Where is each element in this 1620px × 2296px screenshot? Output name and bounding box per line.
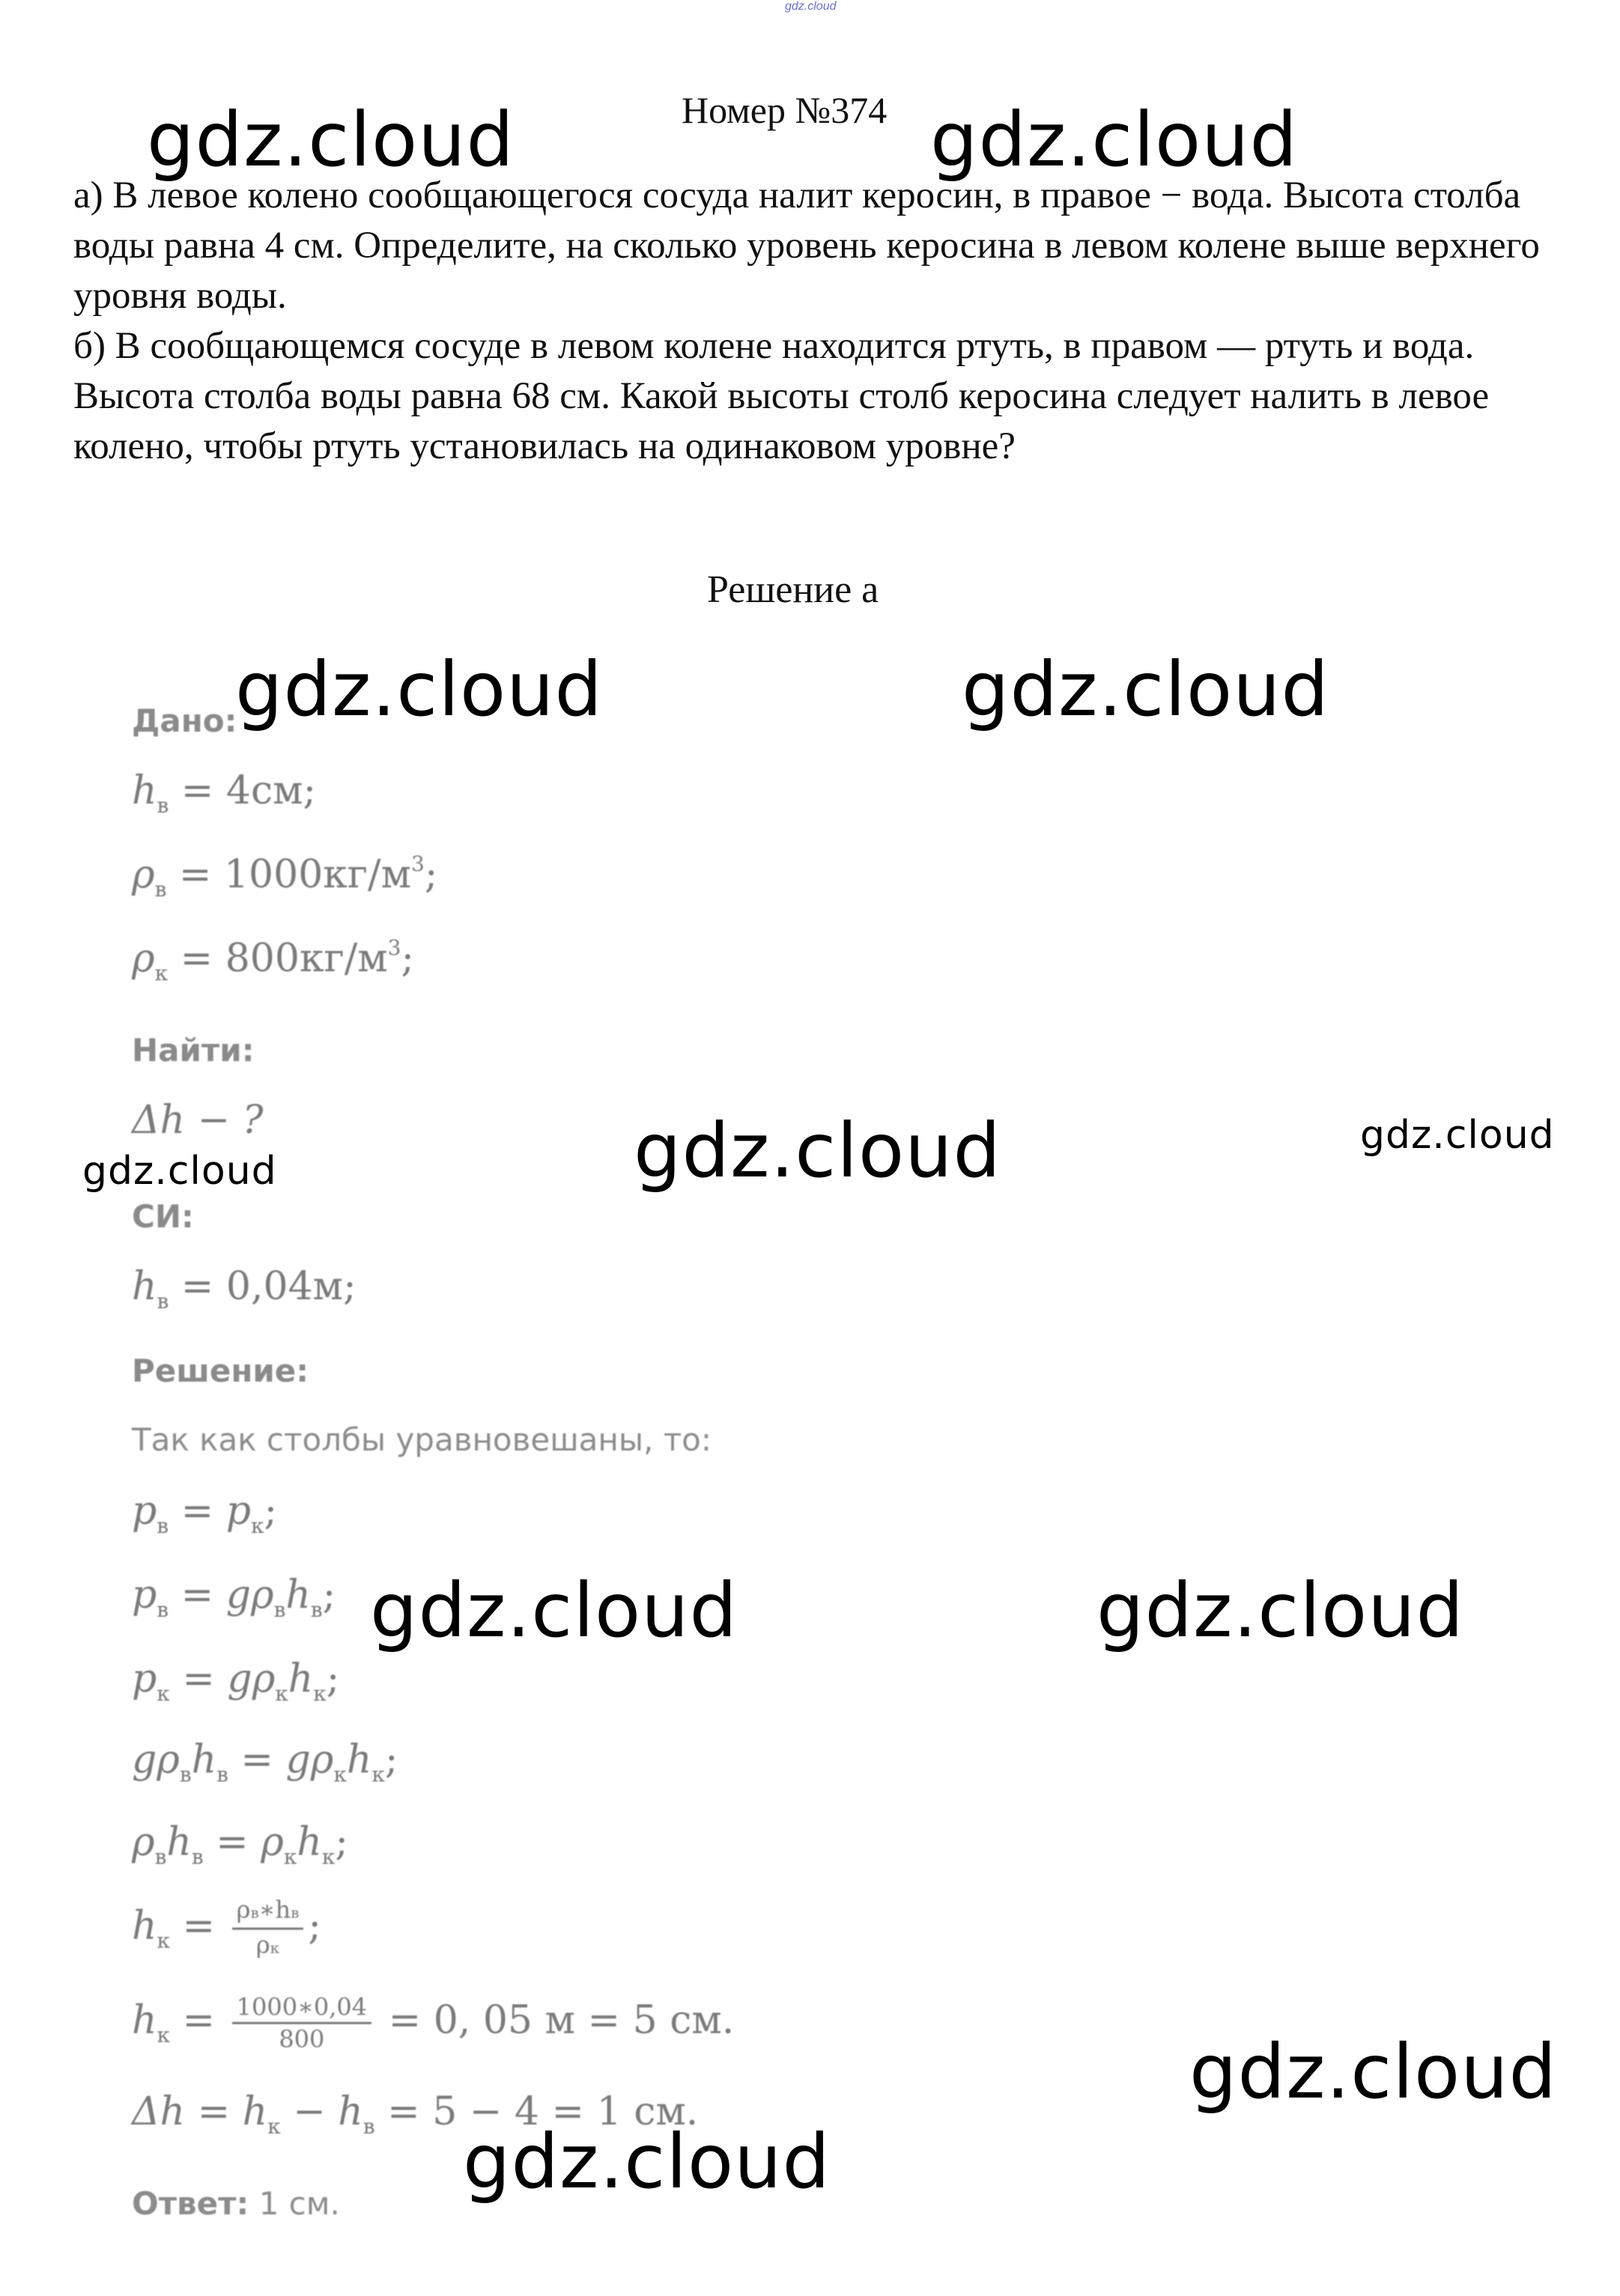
equation-4: $g\rho_вh_в = g\rho_кh_к$;: [132, 1737, 398, 1787]
given-line-2: $\rho_в = 1000кг/м^3$;: [132, 851, 438, 902]
equation-5: $\rho_вh_в = \rho_кh_к$;: [132, 1820, 348, 1869]
task-part-a: а) В левое колено сообщающегося сосуда налит керосин, в правое − вода. Высота столба воды равна 4 см. Определите, на сколько уровень керосина в левом колене выше верхнего уровня воды.: [73, 174, 1540, 317]
top-watermark: gdz.cloud: [785, 0, 837, 13]
watermark: gdz.cloud: [463, 2118, 831, 2205]
watermark: gdz.cloud: [370, 1567, 738, 1654]
watermark: gdz.cloud: [147, 96, 515, 183]
equation-6: $h_к$ = $\frac{\rho в∗hв}{\rho к}$ ;: [132, 1895, 321, 1963]
equation-8: $\Delta h = h_к - h_в = 5 - 4 = 1$ см.: [132, 2089, 699, 2139]
task-statement: [73, 171, 1579, 472]
equation-3: $p_к = g\rho_кh_к$;: [132, 1656, 340, 1706]
find-label: Найти:: [132, 1032, 255, 1069]
watermark: gdz.cloud: [82, 1149, 277, 1194]
watermark: gdz.cloud: [962, 646, 1330, 733]
solution-label: Решение:: [132, 1352, 309, 1389]
find-line-1: Δh − ?: [132, 1098, 264, 1143]
equation-2: $p_в = g\rho_вh_в$;: [132, 1573, 336, 1622]
page-title: Номер №374: [682, 89, 888, 131]
equation-7: $h_к$ = $\frac{1000∗0,04}{800}$ = 0, 05 м = 5 см.: [132, 1993, 735, 2053]
watermark: gdz.cloud: [1360, 1113, 1555, 1158]
fraction-6: $\frac{\rho в∗hв}{\rho к}$: [232, 1895, 304, 1963]
fraction-7: $\frac{1000∗0,04}{800}$: [232, 1992, 371, 2054]
si-line-1: $h_в = 0,04м$;: [132, 1264, 357, 1313]
given-line-1: $h_в = 4см$;: [132, 768, 317, 818]
task-part-b: б) В сообщающемся сосуде в левом колене находится ртуть, в правом — ртуть и вода. Высота столба воды равна 68 см. Какой высоты столб керосина следует налить в левое колено, чтобы ртуть установилась на одинаковом уровне?: [73, 325, 1490, 467]
watermark: gdz.cloud: [235, 646, 604, 733]
watermark: gdz.cloud: [1096, 1567, 1465, 1654]
solution-heading: Решение а: [707, 568, 879, 611]
si-label: СИ:: [132, 1198, 194, 1235]
given-line-3: $\rho_к = 800кг/м^3$;: [132, 935, 415, 985]
watermark: gdz.cloud: [930, 96, 1299, 183]
equation-1: $p_в = p_к$;: [132, 1489, 278, 1538]
answer-line: Ответ: 1 см.: [132, 2185, 340, 2222]
given-label: Дано:: [132, 702, 237, 739]
solution-intro: Так как столбы уравновешаны, то:: [132, 1421, 712, 1458]
watermark: gdz.cloud: [1189, 2028, 1558, 2116]
watermark: gdz.cloud: [634, 1107, 1002, 1194]
